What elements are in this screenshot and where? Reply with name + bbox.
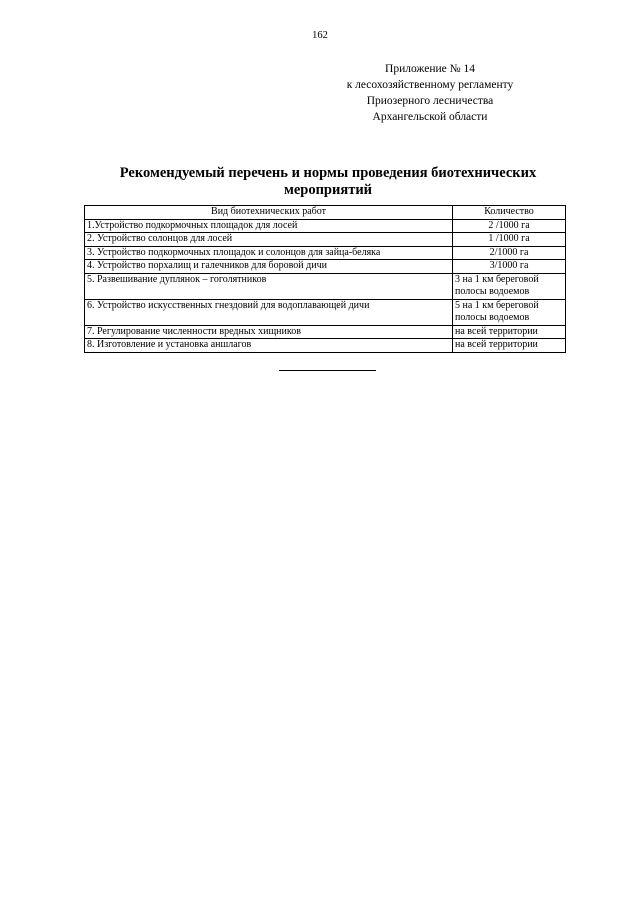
appendix-region: Архангельской области — [372, 111, 488, 123]
table-row — [85, 339, 566, 353]
work-cell: 6. Устройство искусственных гнездовий для водоплавающей дичи — [85, 299, 453, 325]
quantity-cell: 1 /1000 га — [453, 233, 566, 247]
header-work-type: Вид биотехнических работ — [85, 206, 453, 220]
table-row — [85, 299, 566, 325]
work-cell: 2. Устройство солонцов для лосей — [85, 233, 453, 247]
work-cell: 8. Изготовление и установка аншлагов — [85, 339, 453, 353]
biotechnical-works-table — [84, 205, 566, 353]
appendix-reference: к лесохозяйственному регламенту — [346, 79, 514, 91]
quantity-cell: 2 /1000 га — [453, 219, 566, 233]
quantity-cell: 3/1000 га — [453, 260, 566, 274]
table-header-row — [85, 206, 566, 220]
title-line-2: мероприятий — [283, 182, 373, 198]
work-cell: 7. Регулирование численности вредных хищников — [85, 325, 453, 339]
document-title — [90, 165, 566, 199]
appendix-forestry: Приозерного лесничества — [366, 95, 494, 107]
work-cell: 1.Устройство подкормочных площадок для лосей — [85, 219, 453, 233]
appendix-header — [330, 61, 530, 125]
table-row — [85, 233, 566, 247]
quantity-cell: 5 на 1 км береговой полосы водоемов — [453, 299, 566, 325]
page-number: 162 — [312, 30, 328, 41]
quantity-cell: на всей территории — [453, 339, 566, 353]
table-row — [85, 219, 566, 233]
table-row — [85, 273, 566, 299]
work-cell: 5. Развешивание дуплянок – гоголятников — [85, 273, 453, 299]
work-cell: 3. Устройство подкормочных площадок и солонцов для зайца-беляка — [85, 246, 453, 260]
table-row — [85, 246, 566, 260]
title-line-1: Рекомендуемый перечень и нормы проведения биотехнических — [119, 165, 537, 181]
quantity-cell: 3 на 1 км береговой полосы водоемов — [453, 273, 566, 299]
table-row — [85, 325, 566, 339]
quantity-cell: на всей территории — [453, 325, 566, 339]
work-cell: 4. Устройство порхалищ и галечников для боровой дичи — [85, 260, 453, 274]
quantity-cell: 2/1000 га — [453, 246, 566, 260]
table-row — [85, 260, 566, 274]
appendix-number: Приложение № 14 — [385, 63, 475, 75]
closing-divider — [279, 370, 376, 371]
header-quantity: Количество — [453, 206, 566, 220]
